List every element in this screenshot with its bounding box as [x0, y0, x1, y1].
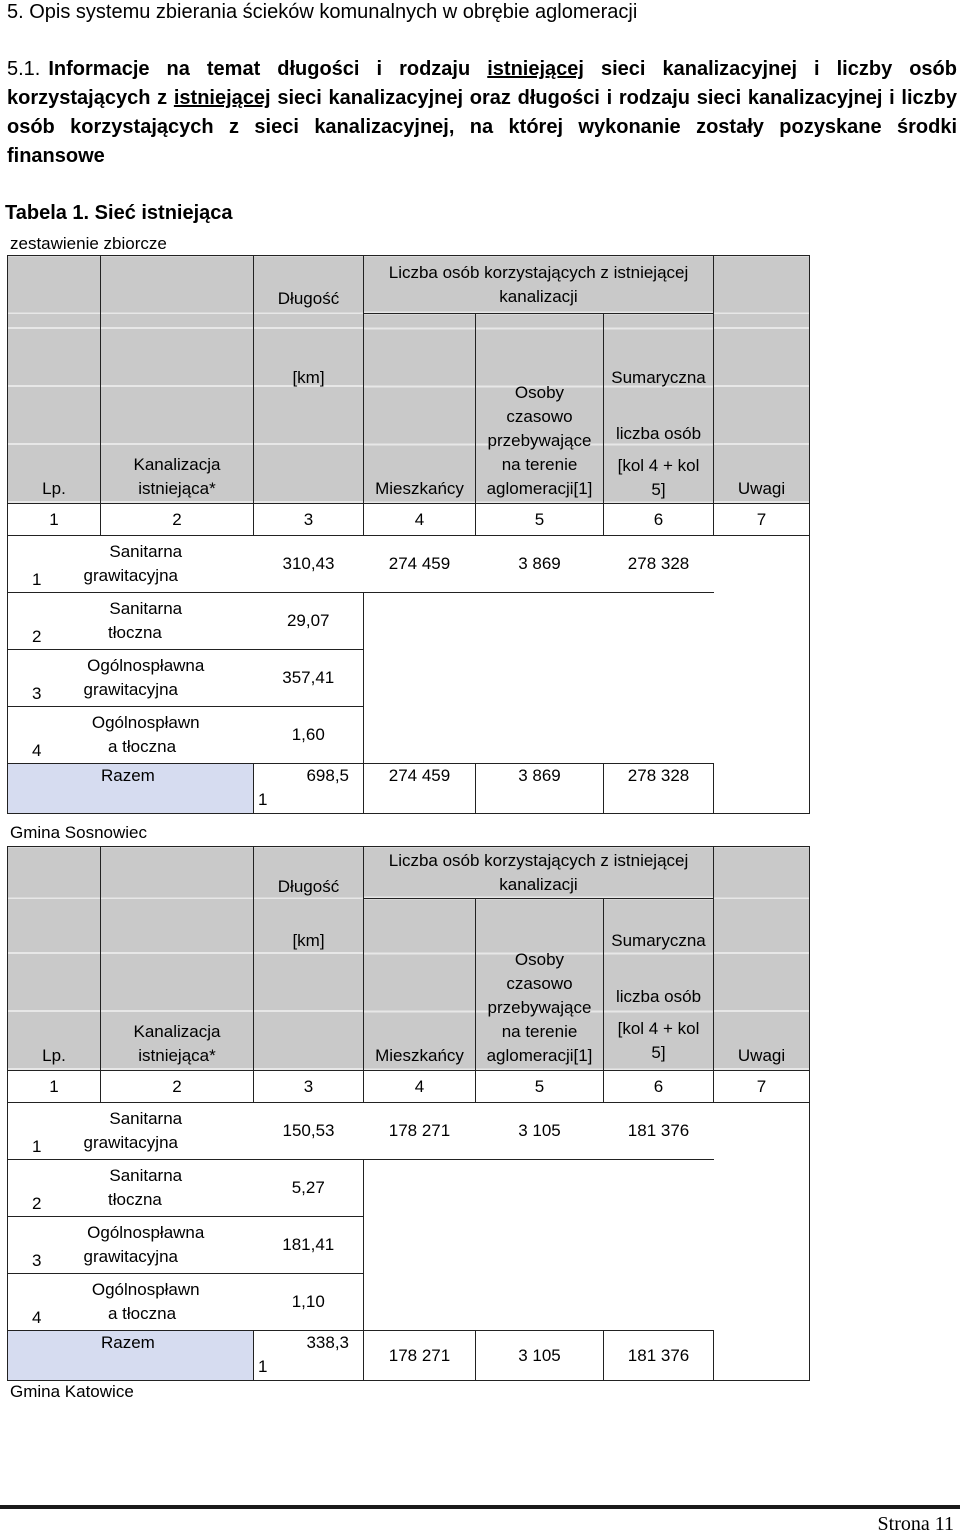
header-sumaryczna [604, 314, 714, 504]
row-kind-a: Sanitarna [109, 1166, 183, 1185]
sum-total: 181 376 [604, 1331, 714, 1381]
sum-temporary: 3 105 [476, 1331, 604, 1381]
table-row [8, 536, 810, 593]
column-number: 6 [604, 504, 714, 536]
sum-residents: 178 271 [364, 1331, 476, 1381]
row-length: 150,53 [254, 1103, 364, 1160]
row-kind-b: tłoczna [108, 623, 162, 642]
row-length: 357,41 [254, 650, 364, 707]
row-kind-b: grawitacyjna [83, 566, 178, 585]
row-total: 181 376 [604, 1103, 714, 1160]
intro-text-1: Informacje na temat długości i rodzaju [48, 58, 488, 80]
sum-length-b: 1 [258, 790, 268, 809]
intro-text-3: sieci kanalizacyjnej oraz długości i rodzaju sieci kanalizacyjnej i liczby osób korzystających z sieci kanalizacyjnej, na której wykonanie zostały pozyskane środki finansowe [7, 87, 957, 167]
sum-row [8, 764, 810, 814]
row-kind-b: a tłoczna [108, 1304, 177, 1323]
header-liczba-osob-short: liczba osób [615, 424, 702, 443]
header-osoby-czasowo: Osoby czasowo przebywające na terenie aglomeracji[1] [476, 899, 604, 1071]
column-number: 1 [8, 504, 101, 536]
row-length: 5,27 [254, 1160, 364, 1217]
row-empty [364, 1274, 714, 1331]
row-lp: 3 [32, 1251, 42, 1270]
header-sumaryczna-label: Sumaryczna [611, 931, 706, 950]
header-kanalizacja: Kanalizacja istniejąca* [101, 899, 254, 1071]
table-caption-katowice: Gmina Katowice [10, 1382, 134, 1401]
sum-row [8, 1331, 810, 1381]
row-length: 181,41 [254, 1217, 364, 1274]
header-km: [km] [254, 314, 364, 504]
row-lp: 2 [32, 627, 42, 646]
header-mieszkancy: Mieszkańcy [364, 899, 476, 1071]
sum-total: 278 328 [604, 764, 714, 814]
row-kind-b: grawitacyjna [83, 680, 178, 699]
row-empty [364, 1217, 714, 1274]
table-row [8, 707, 810, 764]
intro-underlined-2: istniejącej [173, 87, 271, 109]
header-sumaryczna-label: Sumaryczna [611, 368, 706, 387]
sum-label: Razem [8, 1331, 254, 1381]
footer-rule [0, 1505, 960, 1509]
table-caption-summary: zestawienie zbiorcze [10, 234, 167, 253]
row-kind-b: tłoczna [108, 1190, 162, 1209]
row-kind-a: Ogólnospławna [87, 656, 205, 675]
row-label [8, 1274, 254, 1331]
header-lp: Lp. [8, 314, 101, 504]
column-number: 4 [364, 1071, 476, 1103]
sum-length-a: 698,5 [306, 766, 349, 785]
sum-length-a: 338,3 [306, 1333, 349, 1352]
table-title: Tabela 1. Sieć istniejąca [5, 202, 233, 224]
header-lp-top [8, 847, 101, 899]
header-dlugosc: Długość [254, 256, 364, 314]
header-kol: [kol 4 + kol 5] [617, 456, 700, 499]
row-label [8, 1217, 254, 1274]
header-uwagi: Uwagi [714, 314, 810, 504]
row-kind-b: grawitacyjna [83, 1133, 178, 1152]
header-km: [km] [254, 899, 364, 1071]
section-heading: 5. Opis systemu zbierania ścieków komunalnych w obrębie aglomeracji [7, 1, 638, 23]
page-number: Strona 11 [877, 1513, 954, 1535]
table-caption-sosnowiec: Gmina Sosnowiec [10, 823, 148, 842]
table-row [8, 1274, 810, 1331]
header-kanalizacja-top [101, 256, 254, 314]
table-row [8, 1160, 810, 1217]
column-number: 2 [101, 1071, 254, 1103]
row-uwagi [714, 536, 810, 814]
row-label [8, 650, 254, 707]
column-number: 3 [254, 1071, 364, 1103]
header-osoby-czasowo: Osoby czasowo przebywające na terenie aglomeracji[1] [476, 314, 604, 504]
row-empty [364, 1160, 714, 1217]
row-residents: 178 271 [364, 1103, 476, 1160]
row-label [8, 1103, 254, 1160]
row-label [8, 707, 254, 764]
row-kind-a: Sanitarna [109, 599, 183, 618]
column-number: 1 [8, 1071, 101, 1103]
row-kind-b: grawitacyjna [83, 1247, 178, 1266]
row-length: 29,07 [254, 593, 364, 650]
header-liczba-osob-short: liczba osób [615, 987, 702, 1006]
header-sumaryczna [604, 899, 714, 1071]
header-liczba-osob: Liczba osób korzystających z istniejącej kanalizacji [364, 847, 714, 899]
row-label [8, 593, 254, 650]
row-kind-a: Ogólnospławna [87, 1223, 205, 1242]
intro-text-2: sieci kanalizacyjnej i liczby osób korzystających z [7, 58, 957, 109]
intro-underlined-1: istniejącej [487, 58, 584, 80]
network-table-sosnowiec [7, 846, 810, 1381]
row-kind-a: Sanitarna [109, 1109, 183, 1128]
section-intro [7, 55, 957, 171]
row-lp: 2 [32, 1194, 42, 1213]
row-label [8, 536, 254, 593]
row-kind-a: Sanitarna [109, 542, 183, 561]
header-kol: [kol 4 + kol 5] [617, 1019, 700, 1062]
column-number: 2 [101, 504, 254, 536]
header-kanalizacja-top [101, 847, 254, 899]
row-lp: 3 [32, 684, 42, 703]
column-number: 4 [364, 504, 476, 536]
column-number: 5 [476, 1071, 604, 1103]
row-label [8, 1160, 254, 1217]
table-row [8, 1103, 810, 1160]
network-table-summary [7, 255, 810, 814]
table-row [8, 593, 810, 650]
table-row [8, 1217, 810, 1274]
column-number: 7 [714, 504, 810, 536]
row-empty [364, 650, 714, 707]
sum-temporary: 3 869 [476, 764, 604, 814]
header-uwagi-top [714, 847, 810, 899]
table-row [8, 650, 810, 707]
header-uwagi: Uwagi [714, 899, 810, 1071]
row-temporary: 3 105 [476, 1103, 604, 1160]
sum-label: Razem [8, 764, 254, 814]
sum-residents: 274 459 [364, 764, 476, 814]
sum-length [254, 1331, 364, 1381]
row-residents: 274 459 [364, 536, 476, 593]
row-length: 1,60 [254, 707, 364, 764]
header-mieszkancy: Mieszkańcy [364, 314, 476, 504]
sum-length-b: 1 [258, 1357, 268, 1376]
row-kind-b: a tłoczna [108, 737, 177, 756]
row-kind-a: Ogólnospławn [91, 1280, 200, 1299]
row-length: 1,10 [254, 1274, 364, 1331]
row-lp: 1 [32, 570, 42, 589]
header-liczba-osob: Liczba osób korzystających z istniejącej kanalizacji [364, 256, 714, 314]
row-uwagi [714, 1103, 810, 1381]
column-number: 6 [604, 1071, 714, 1103]
row-lp: 4 [32, 741, 42, 760]
column-number: 7 [714, 1071, 810, 1103]
column-number: 5 [476, 504, 604, 536]
header-uwagi-top [714, 256, 810, 314]
intro-number: 5.1. [7, 58, 41, 80]
header-kanalizacja: Kanalizacja istniejąca* [101, 314, 254, 504]
row-lp: 1 [32, 1137, 42, 1156]
row-empty [364, 707, 714, 764]
row-kind-a: Ogólnospławn [91, 713, 200, 732]
sum-length [254, 764, 364, 814]
row-length: 310,43 [254, 536, 364, 593]
header-dlugosc: Długość [254, 847, 364, 899]
row-total: 278 328 [604, 536, 714, 593]
row-lp: 4 [32, 1308, 42, 1327]
header-lp: Lp. [8, 899, 101, 1071]
row-empty [364, 593, 714, 650]
header-lp-top [8, 256, 101, 314]
column-number: 3 [254, 504, 364, 536]
row-temporary: 3 869 [476, 536, 604, 593]
